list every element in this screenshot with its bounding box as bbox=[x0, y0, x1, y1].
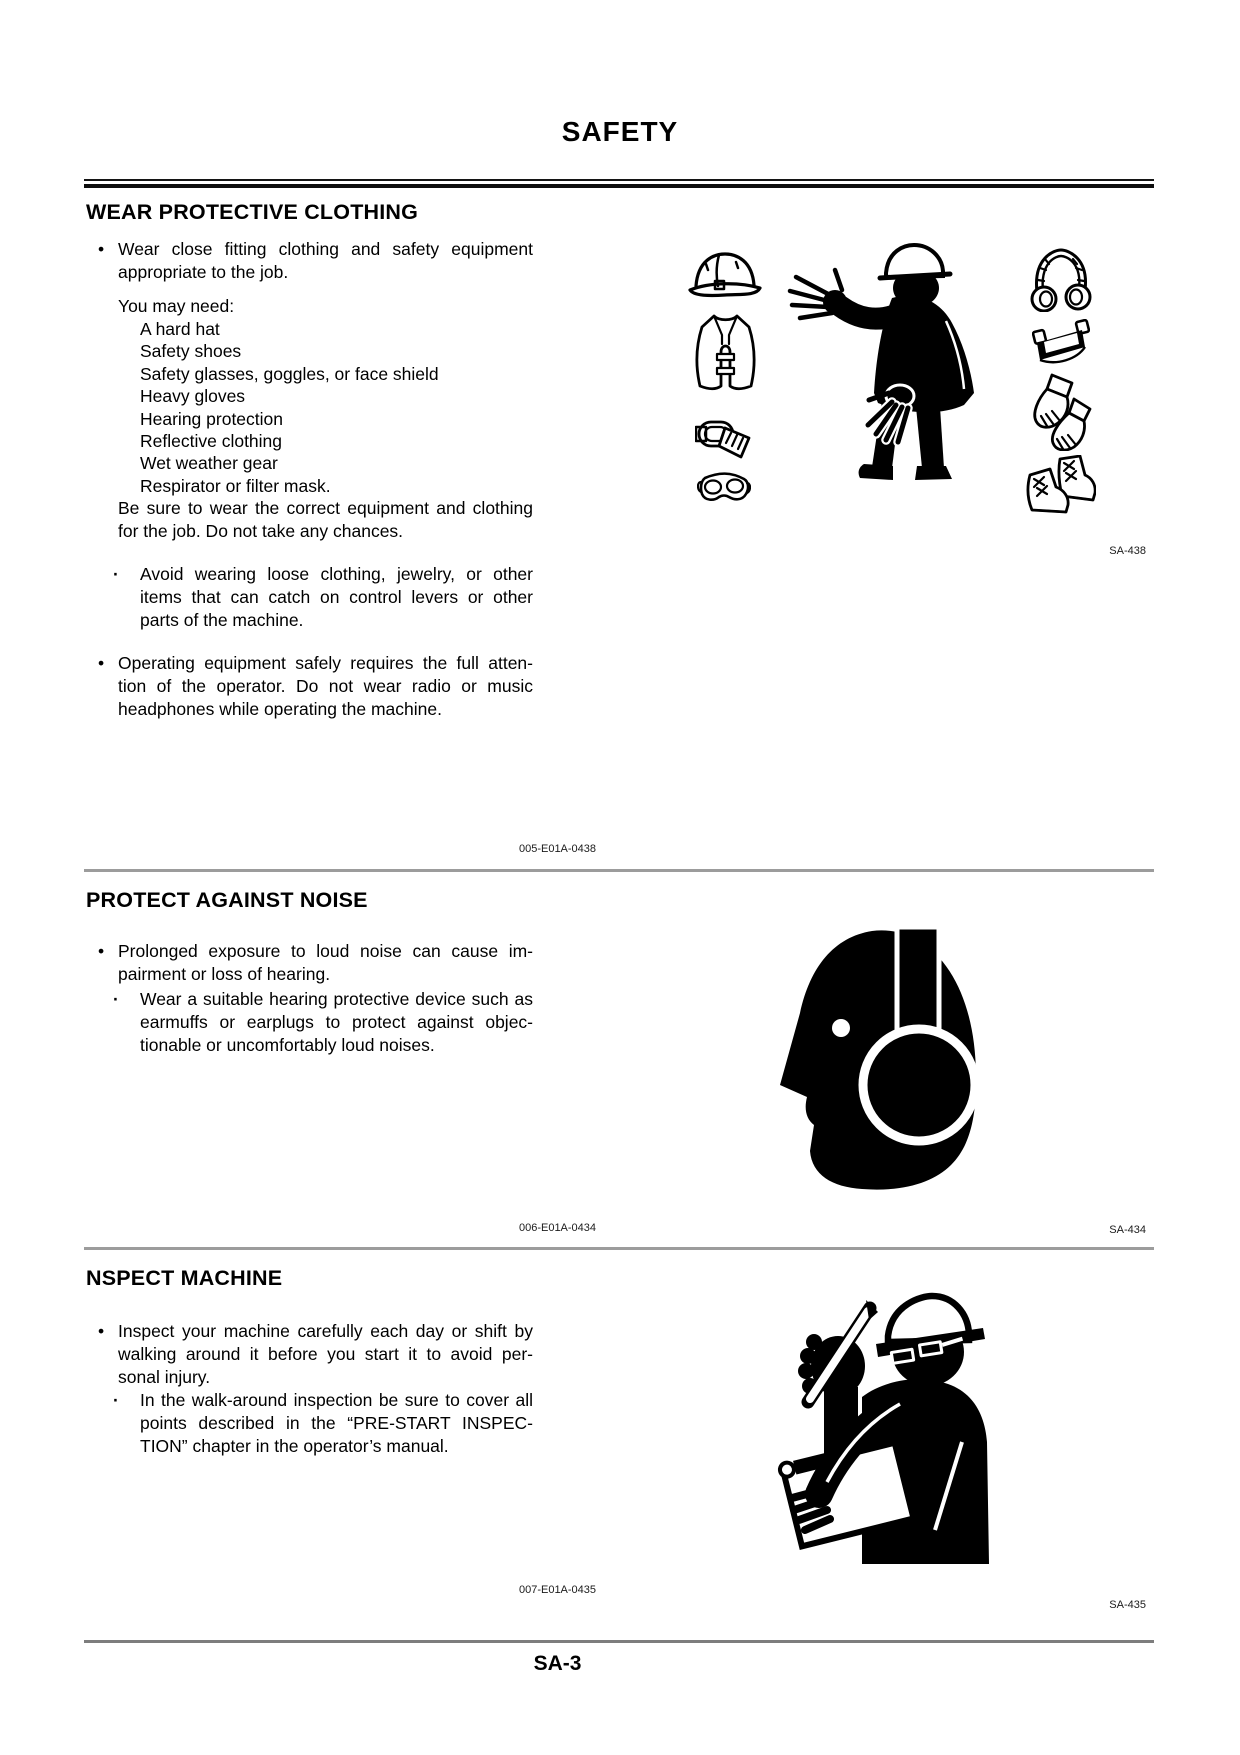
bullet-item bbox=[98, 238, 533, 284]
hard-hat-icon bbox=[688, 248, 762, 300]
bullet-marker: • bbox=[98, 653, 105, 673]
safety-boots-icon bbox=[1022, 455, 1096, 525]
need-intro: You may need: bbox=[118, 296, 235, 316]
section-heading-inspect: NSPECT MACHINE bbox=[86, 1266, 283, 1290]
worker-silhouette-icon bbox=[778, 243, 978, 483]
header-rule bbox=[84, 179, 1154, 188]
bullet-text: Wear close fitting clothing and safety equipment appropriate to the job. bbox=[118, 239, 533, 282]
bullet-item bbox=[98, 1320, 533, 1389]
figure-code: 006-E01A-0434 bbox=[518, 1222, 597, 1234]
sub-bullet-item bbox=[113, 563, 533, 632]
sub-bullet-marker: · bbox=[113, 564, 119, 584]
footer-rule bbox=[84, 1640, 1154, 1643]
tool-belt-icon bbox=[695, 416, 753, 460]
sub-bullet-text: In the walk-around inspection be sure to cover all points described in the “PRE-START INSPEC- TION” chapter in the operator’s manual. bbox=[140, 1390, 533, 1456]
sub-bullet-marker: · bbox=[113, 1390, 119, 1410]
figure-label: SA-435 bbox=[1109, 1599, 1146, 1611]
equipment-list: A hard hat Safety shoes Safety glasses, goggles, or face shield Heavy gloves Hearing protection Reflective clothing Wet weather gear Respirator or filter mask. bbox=[140, 319, 439, 496]
figure-label: SA-434 bbox=[1109, 1224, 1146, 1236]
section-divider bbox=[84, 869, 1154, 872]
sub-bullet-item bbox=[113, 1389, 533, 1458]
bullet-marker: • bbox=[98, 1321, 105, 1341]
sub-bullet-text: Wear a suitable hearing protective device such as earmuffs or earplugs to protect against objec- tionable or uncomfortably loud noises. bbox=[140, 989, 533, 1055]
bullet-marker: • bbox=[98, 941, 105, 961]
bullet-text: Operating equipment safely requires the full atten- tion of the operator. Do not wear radio or music headphones while operating the machine. bbox=[118, 653, 533, 719]
sub-bullet-text: Avoid wearing loose clothing, jewelry, or other items that can catch on control levers or other parts of the machine. bbox=[140, 564, 533, 630]
page-title: SAFETY bbox=[561, 116, 679, 147]
be-sure-paragraph: Be sure to wear the correct equipment and clothing for the job. Do not take any chances. bbox=[118, 498, 533, 541]
worker-with-clipboard-icon bbox=[772, 1292, 992, 1567]
safety-vest-icon bbox=[693, 313, 758, 392]
sub-bullet-marker: · bbox=[113, 989, 119, 1009]
section-divider bbox=[84, 1247, 1154, 1250]
bullet-item bbox=[98, 940, 533, 986]
section-heading-noise: PROTECT AGAINST NOISE bbox=[86, 888, 368, 912]
goggles-icon bbox=[697, 470, 751, 506]
bullet-text: Prolonged exposure to loud noise can cause im- pairment or loss of hearing. bbox=[118, 941, 533, 984]
page-number: SA-3 bbox=[533, 1652, 582, 1675]
figure-code: 007-E01A-0435 bbox=[518, 1584, 597, 1596]
bullet-item bbox=[98, 652, 533, 721]
gloves-icon bbox=[1030, 373, 1094, 451]
bullet-marker: • bbox=[98, 239, 105, 259]
figure-code: 005-E01A-0438 bbox=[518, 843, 597, 855]
bullet-text: Inspect your machine carefully each day or shift by walking around it before you start it to avoid per- sonal injury. bbox=[118, 1321, 533, 1387]
sub-bullet-item bbox=[113, 988, 533, 1057]
head-with-earmuffs-icon bbox=[770, 925, 980, 1195]
figure-label: SA-438 bbox=[1109, 545, 1146, 557]
earmuffs-icon bbox=[1030, 246, 1092, 312]
face-shield-icon bbox=[1032, 319, 1090, 369]
section-heading-clothing: WEAR PROTECTIVE CLOTHING bbox=[86, 200, 419, 224]
